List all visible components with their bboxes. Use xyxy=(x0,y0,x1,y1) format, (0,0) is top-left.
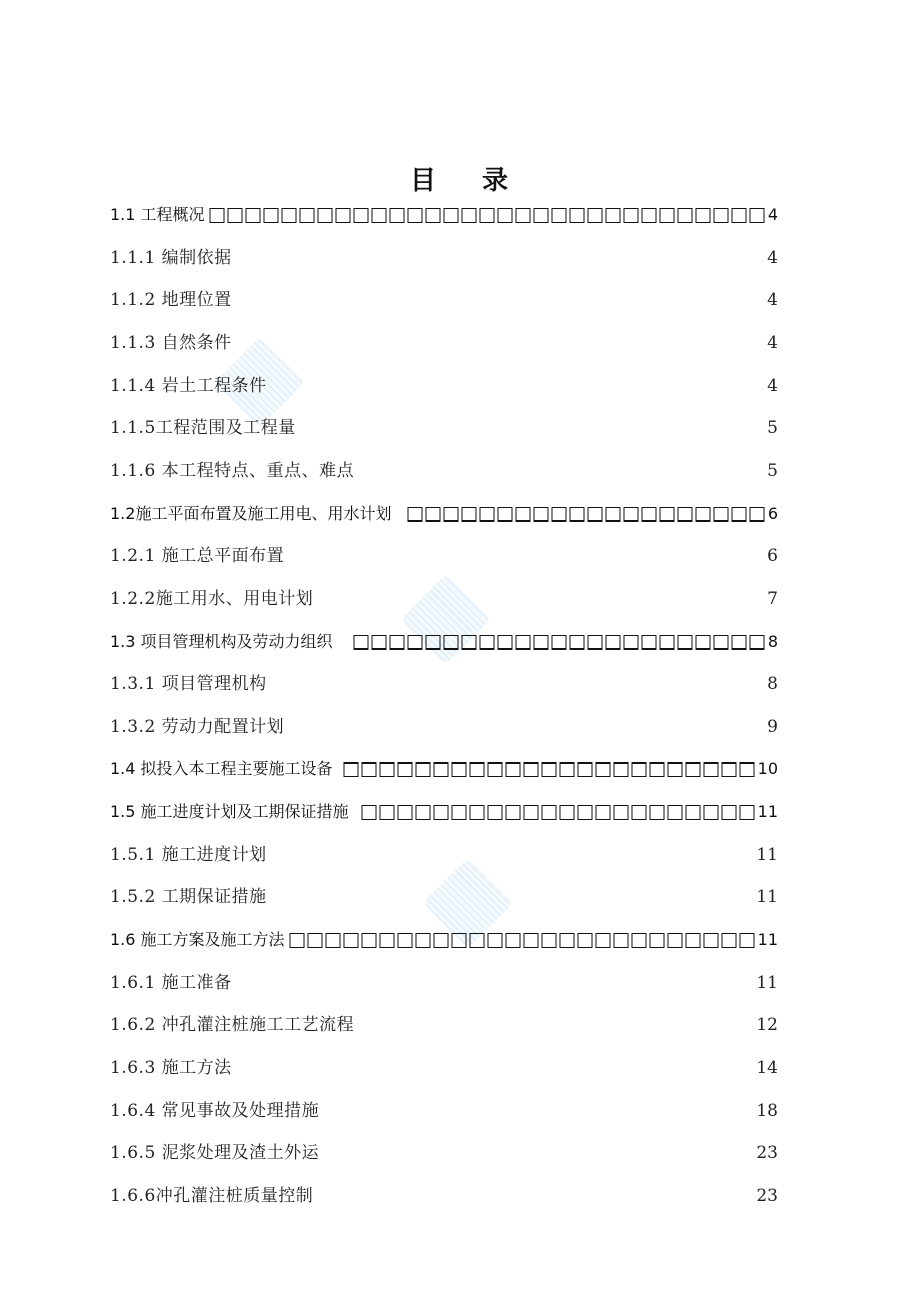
toc-entry-page-number: 11 xyxy=(756,844,778,865)
toc-entry-page-number: 11 xyxy=(757,802,778,822)
toc-entry-label: 1.6.5 泥浆处理及渣土外运 xyxy=(110,1143,320,1164)
toc-entry[interactable] xyxy=(110,584,778,614)
toc-entry-page-number: 11 xyxy=(757,930,778,950)
toc-entry-page-number: 12 xyxy=(756,1015,778,1036)
toc-entry[interactable] xyxy=(110,968,778,998)
toc-entry-label: 1.4 拟投入本工程主要施工设备 xyxy=(110,759,333,779)
toc-entry-page-number: 11 xyxy=(756,887,778,908)
toc-entry-label: 1.1.2 地理位置 xyxy=(110,290,232,311)
toc-entry-label: 1.3.1 项目管理机构 xyxy=(110,674,267,695)
toc-entry[interactable] xyxy=(110,669,778,699)
toc-entry-page-number: 10 xyxy=(757,759,778,779)
toc-entry[interactable] xyxy=(110,200,778,230)
toc-entry-label: 1.1.5工程范围及工程量 xyxy=(110,418,296,439)
toc-leader xyxy=(360,805,756,820)
toc-entry[interactable] xyxy=(110,797,778,827)
toc-entry-label: 1.1.3 自然条件 xyxy=(110,332,232,353)
toc-entry[interactable] xyxy=(110,1053,778,1083)
toc-entry-label: 1.5 施工进度计划及工期保证措施 xyxy=(110,802,349,822)
toc-entry-label: 1.3 项目管理机构及劳动力组织 xyxy=(110,631,333,651)
toc-entry-label: 1.2.1 施工总平面布置 xyxy=(110,546,285,567)
toc-entry[interactable] xyxy=(110,1096,778,1126)
toc-entry-label: 1.6.1 施工准备 xyxy=(110,972,232,993)
toc-entry-page-number: 11 xyxy=(756,972,778,993)
toc-leader xyxy=(208,208,766,223)
toc-entry-page-number: 8 xyxy=(767,674,778,695)
toc-entry[interactable] xyxy=(110,754,778,784)
toc-entry[interactable] xyxy=(110,243,778,273)
toc-entry-label: 1.1.1 编制依据 xyxy=(110,247,232,268)
toc-entry-page-number: 23 xyxy=(756,1185,778,1206)
toc-entry[interactable] xyxy=(110,627,778,657)
toc-entry-label: 1.3.2 劳动力配置计划 xyxy=(110,716,285,737)
toc-entry[interactable] xyxy=(110,840,778,870)
toc-entry-page-number: 14 xyxy=(756,1058,778,1078)
toc-entry[interactable] xyxy=(110,456,778,486)
toc-entry[interactable] xyxy=(110,882,778,912)
toc-entry[interactable] xyxy=(110,413,778,443)
toc-entry[interactable] xyxy=(110,541,778,571)
page-title xyxy=(0,160,920,197)
toc-entry-label: 1.6.3 施工方法 xyxy=(110,1058,232,1078)
toc-entry-label: 1.1.6 本工程特点、重点、难点 xyxy=(110,460,355,481)
toc-entry-page-number: 9 xyxy=(767,716,778,737)
toc-entry-label: 1.1 工程概况 xyxy=(110,205,205,224)
toc-entry-page-number: 6 xyxy=(767,546,778,567)
toc-leader xyxy=(352,635,766,650)
toc-entry-label: 1.6.6冲孔灌注桩质量控制 xyxy=(110,1185,314,1206)
toc-entry-page-number: 23 xyxy=(756,1143,778,1164)
toc-entry-label: 1.5.1 施工进度计划 xyxy=(110,844,267,865)
toc-entry-label: 1.6.4 常见事故及处理措施 xyxy=(110,1100,320,1121)
title-char: 目 xyxy=(409,166,438,196)
toc-entry-page-number: 4 xyxy=(767,290,778,311)
toc-entry-page-number: 4 xyxy=(767,205,778,224)
toc-entry-page-number: 6 xyxy=(767,503,778,523)
toc-entry-page-number: 4 xyxy=(767,332,778,353)
toc-entry-page-number: 4 xyxy=(767,375,778,396)
toc-entry-page-number: 4 xyxy=(767,247,778,268)
toc-entry[interactable] xyxy=(110,1138,778,1168)
toc-leader xyxy=(288,933,756,948)
toc-entry-page-number: 18 xyxy=(756,1100,778,1121)
toc-entry-label: 1.1.4 岩土工程条件 xyxy=(110,375,267,396)
toc-entry-page-number: 7 xyxy=(767,588,778,609)
toc-entry-label: 1.2.2施工用水、用电计划 xyxy=(110,588,314,609)
toc-entry-page-number: 5 xyxy=(767,460,778,481)
toc-entry[interactable] xyxy=(110,499,778,529)
toc-entry[interactable] xyxy=(110,1181,778,1211)
toc-entry-label: 1.6.2 冲孔灌注桩施工工艺流程 xyxy=(110,1015,355,1036)
toc-entry[interactable] xyxy=(110,328,778,358)
toc-entry-page-number: 5 xyxy=(767,418,778,439)
toc-entry-label: 1.2施工平面布置及施工用电、用水计划 xyxy=(110,503,392,523)
toc-leader xyxy=(406,507,766,522)
toc-entry[interactable] xyxy=(110,371,778,401)
toc-entry[interactable] xyxy=(110,1010,778,1040)
toc-entry[interactable] xyxy=(110,925,778,955)
toc-entry-page-number: 8 xyxy=(767,631,778,651)
toc-entry[interactable] xyxy=(110,285,778,315)
title-char: 录 xyxy=(482,166,511,196)
toc-entry[interactable] xyxy=(110,712,778,742)
toc-entry-label: 1.5.2 工期保证措施 xyxy=(110,887,267,908)
toc-leader xyxy=(342,762,756,777)
toc-entry-label: 1.6 施工方案及施工方法 xyxy=(110,930,285,950)
